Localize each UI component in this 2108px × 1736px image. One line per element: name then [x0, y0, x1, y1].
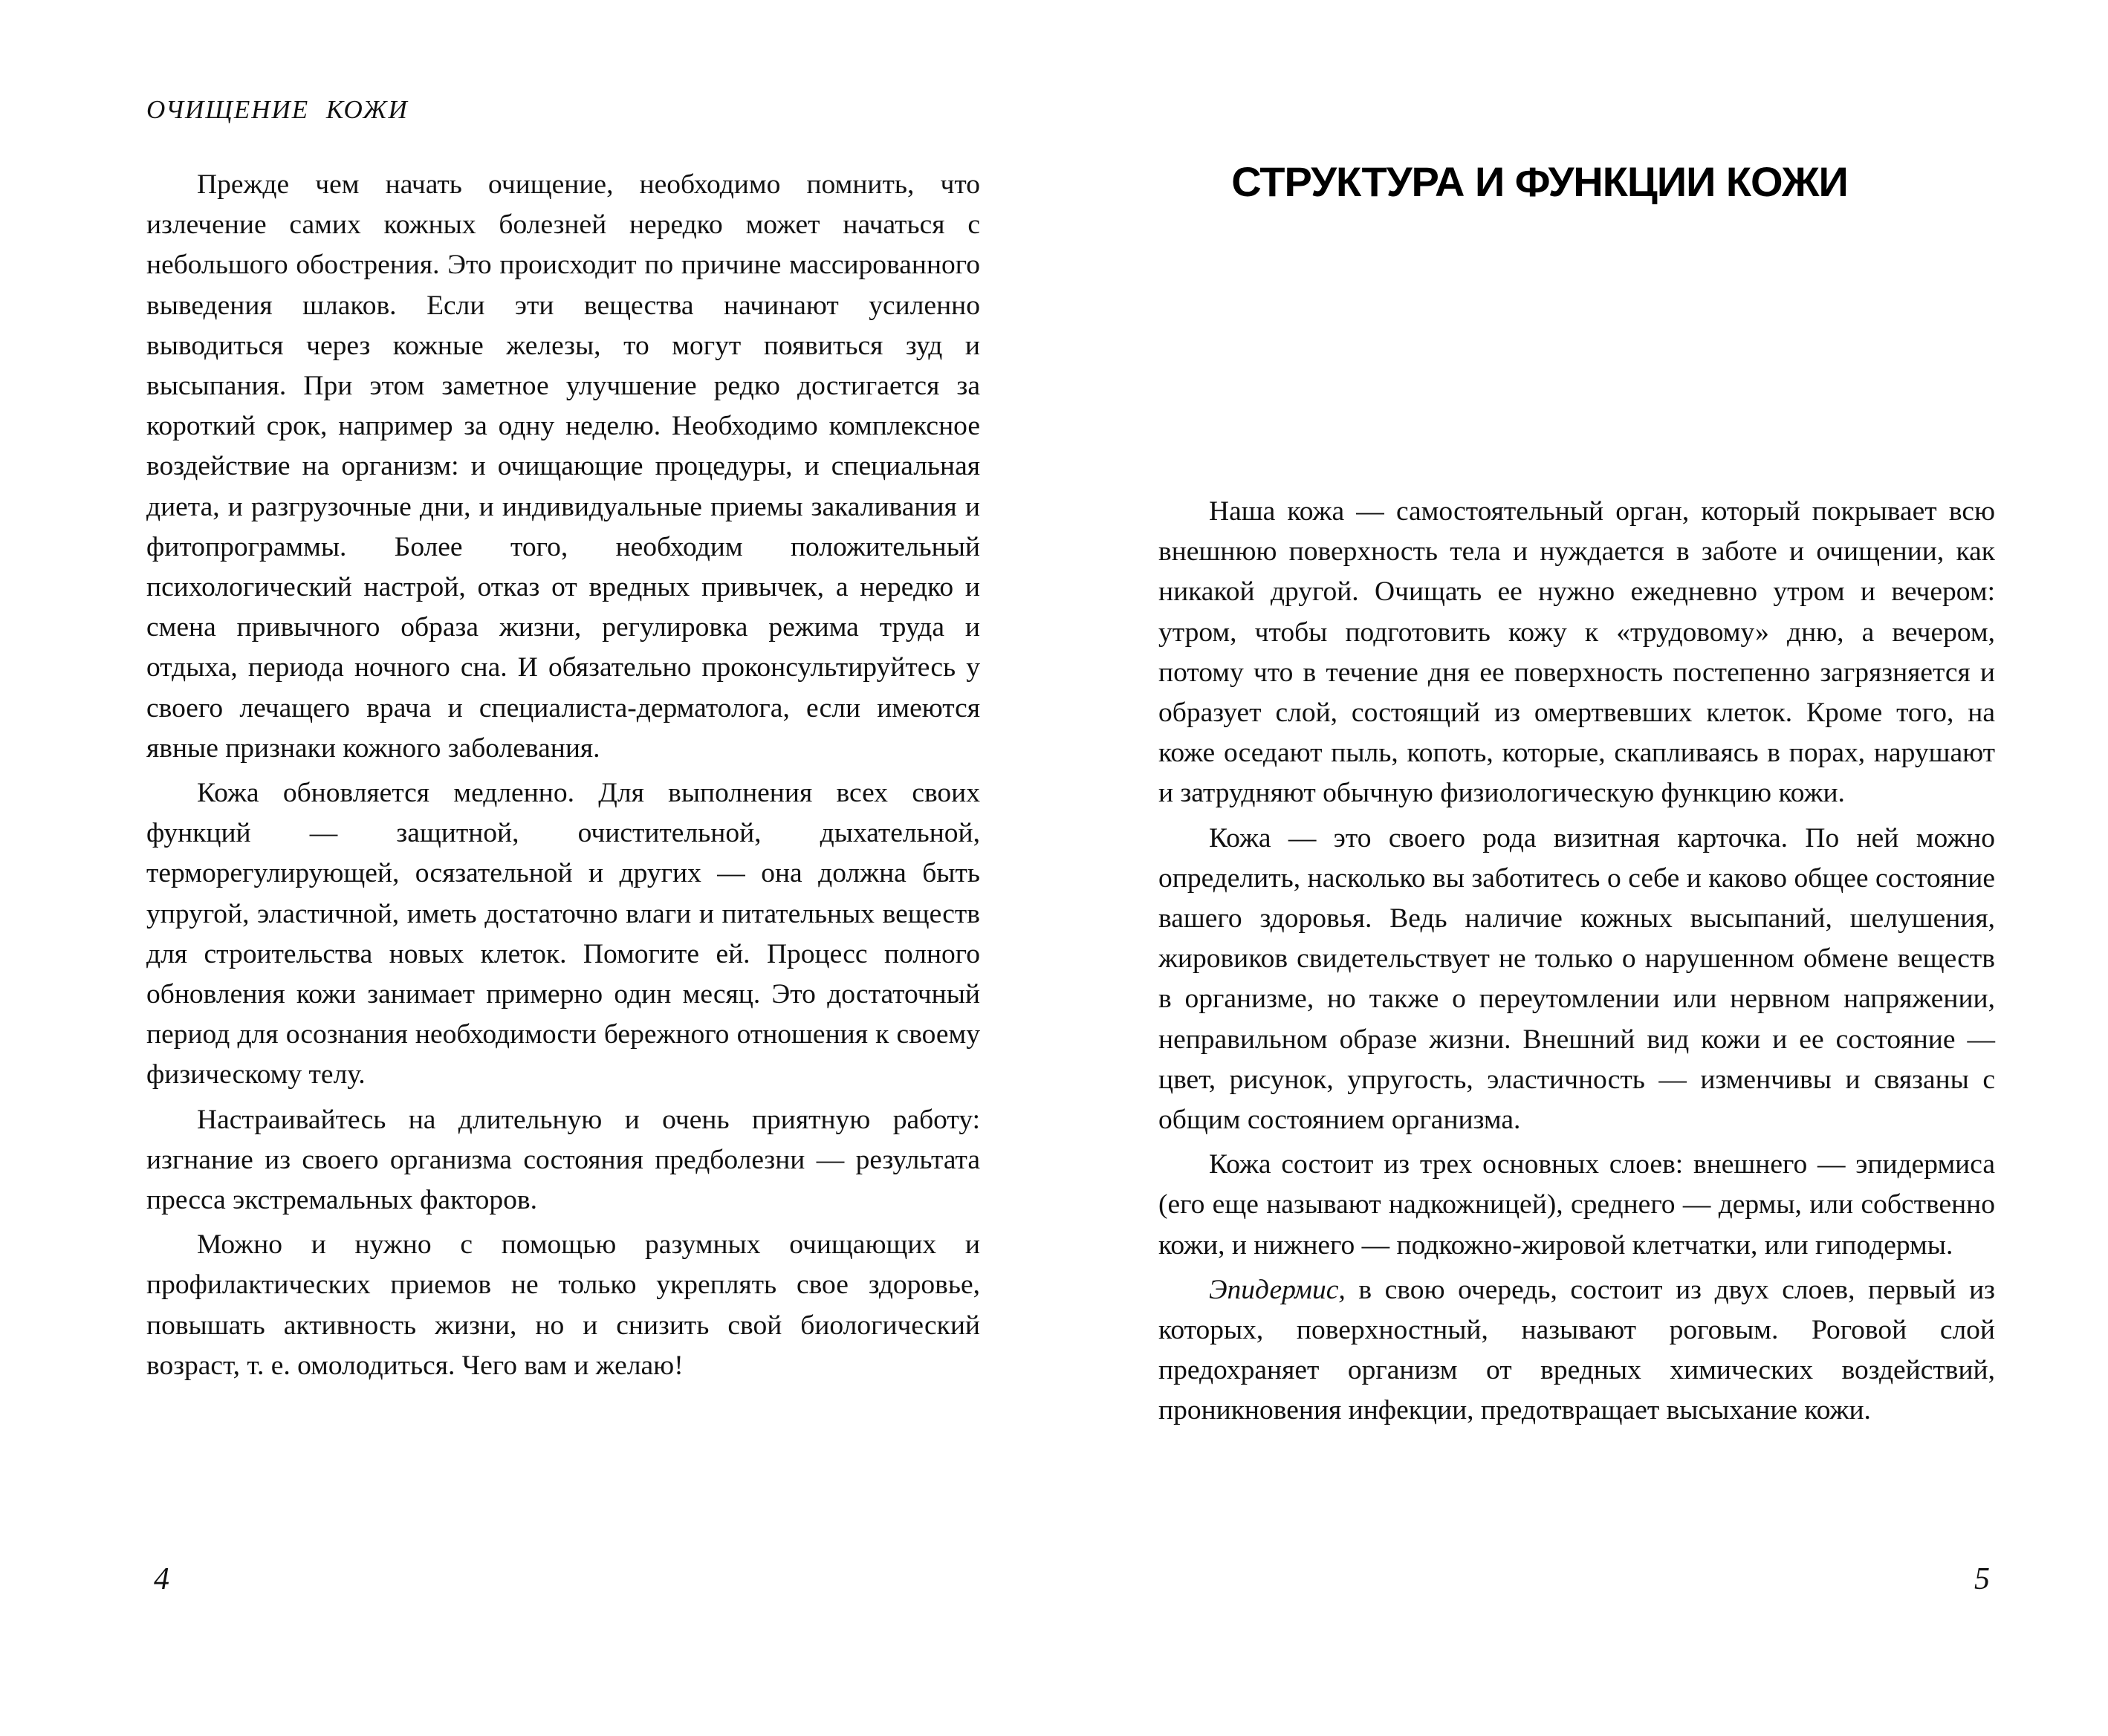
paragraph: Кожа — это своего рода визитная карточка. По ней можно определить, насколько вы заботитесь о себе и каково общее состояние вашего здоровья. Ведь наличие кожных высыпаний, шелушения, жировиков свидетельствует не только о нарушенном обмене веществ в организме, но также о переутомлении или нервном напряжении, неправильном образе жизни. Внешний вид кожи и ее состояние — цвет, рисунок, упругость, эластичность — изменчивы и связаны с общим состоянием организма. — [1158, 822, 1995, 1136]
chapter-title: СТРУКТУРА И ФУНКЦИИ КОЖИ — [1231, 158, 1848, 205]
paragraph-epidermis — [1158, 1270, 1995, 1431]
paragraph: Настраивайтесь на длительную и очень приятную работу: изгнание из своего организма состояния предболезни — результата пресса экстремальных факторов. — [146, 1104, 980, 1216]
page-number: 4 — [154, 1562, 169, 1596]
paragraph: Можно и нужно с помощью разумных очищающих и профилактических приемов не только укреплять свое здоровье, повышать активность жизни, но и снизить свой биологический возраст, т. е. омолодиться. Чего вам и желаю! — [146, 1229, 980, 1381]
paragraph: Кожа обновляется медленно. Для выполнения всех своих функций — защитной, очистительной, дыхательной, терморегулирующей, осязательной и других — она должна быть упругой, эластичной, иметь достаточно влаги и питательных веществ для строительства новых клеток. Помогите ей. Процесс полного обновления кожи занимает примерно один месяц. Это достаточный период для осознания необходимости бережного отношения к своему физическому телу. — [146, 778, 980, 1090]
page-number: 5 — [1974, 1562, 1990, 1596]
right-page — [1054, 0, 2108, 1736]
left-page-body — [146, 165, 980, 1386]
right-page-body — [1158, 492, 1995, 1431]
paragraph: Прежде чем начать очищение, необходимо помнить, что излечение самих кожных болезней нередко может начаться с небольшого обострения. Это происходит по причине массированного выведения шлаков. Если эти вещества начинают усиленно выводиться через кожные железы, то могут появиться зуд и высыпания. При этом заметное улучшение редко достигается за короткий срок, например за одну неделю. Необходимо комплексное воздействие на организм: и очищающие процедуры, и специальная диета, и разгрузочные дни, и индивидуальные приемы закаливания и фитопрограммы. Более того, необходим положительный психологический настрой, отказ от вредных привычек, а нередко и смена привычного образа жизни, регулировка режима труда и отдыха, периода ночного сна. И обязательно проконсультируйтесь у своего лечащего врача и специалиста-дерматолога, если имеются явные признаки кожного заболевания. — [146, 169, 980, 764]
paragraph-text: в свою очередь, состоит из двух слоев, первый из которых, поверхностный, называют роговым. Роговой слой предохраняет организм от вредных химических воздействий, проникновения инфекции, предотвращает высыхание кожи. — [1158, 1274, 1995, 1426]
paragraph: Кожа состоит из трех основных слоев: внешнего — эпидермиса (его еще называют надкожницей), среднего — дермы, или собственно кожи, и нижнего — подкожно-жировой клетчатки, или гиподермы. — [1158, 1149, 1995, 1261]
italic-term: Эпидермис, — [1209, 1274, 1346, 1305]
paragraph: Наша кожа — самостоятельный орган, который покрывает всю внешнюю поверхность тела и нуждается в заботе и очищении, как никакой другой. Очищать ее нужно ежедневно утром и вечером: утром, чтобы подготовить кожу к «трудовому» дню, а вечером, потому что в течение дня ее поверхность постепенно загрязняется и образует слой, состоящий из омертвевших клеток. Кроме того, на коже оседают пыль, копоть, которые, скапливаясь в порах, нарушают и затрудняют обычную физиологическую функцию кожи. — [1158, 496, 1995, 809]
running-head: ОЧИЩЕНИЕ КОЖИ — [146, 95, 409, 124]
